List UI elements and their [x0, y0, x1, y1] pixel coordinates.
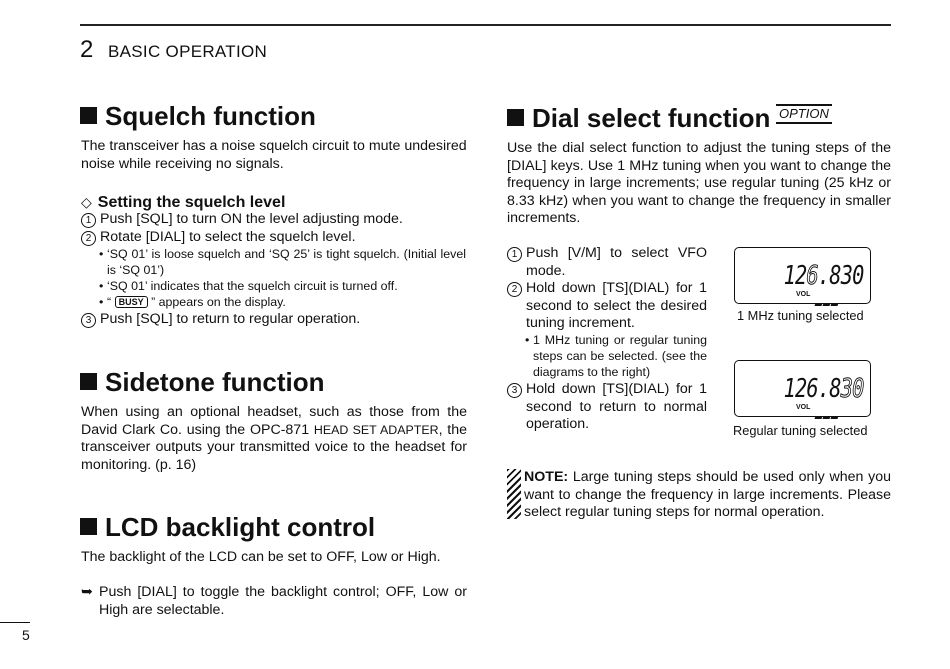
lcd-caption-1mhz: 1 MHz tuning selected [737, 308, 864, 323]
vol-label: VOL [796, 291, 811, 298]
backlight-heading: LCD backlight control [80, 512, 375, 542]
square-bullet-icon [507, 109, 524, 126]
page-number: 5 [22, 627, 30, 643]
diamond-icon: ◇ [81, 194, 92, 210]
arrow-icon: ➥ [81, 584, 93, 600]
squelch-heading: Squelch function [80, 101, 316, 131]
squelch-subheading: ◇ Setting the squelch level [81, 194, 286, 211]
sidetone-heading: Sidetone function [80, 367, 325, 397]
chapter-title: BASIC OPERATION [108, 42, 268, 61]
page-number-rule [0, 622, 30, 623]
option-tag: OPTION [776, 104, 832, 124]
lcd-display-1mhz [734, 247, 871, 304]
chapter-number: 2 [80, 36, 94, 63]
header-rule [80, 24, 891, 26]
backlight-text: The backlight of the LCD can be set to OFF, Low or High. [81, 549, 441, 565]
square-bullet-icon [80, 107, 97, 124]
vol-label: VOL [796, 404, 811, 411]
dial-intro: Use the dial select function to adjust the tuning steps of the [DIAL] keys. Use 1 MHz tuning when you want to change the frequency in large increments; use regular tuning (25 kHz or 8.33 kHz) when you want to change the frequency in smaller increments. [507, 140, 891, 227]
frequency-readout: 126.830 [783, 261, 864, 291]
squelch-intro: The transceiver has a noise squelch circuit to mute undesired noise while receiving no signals. [81, 138, 467, 172]
square-bullet-icon [80, 373, 97, 390]
volume-bars-icon [815, 406, 839, 424]
note-text: NOTE: Large tuning steps should be used only when you want to change the frequency in large increments. Please select regular tuning steps for normal operation. [524, 469, 891, 521]
note-hatch-icon [507, 469, 521, 519]
dial-heading: Dial select function [507, 103, 770, 133]
backlight-action: Push [DIAL] to toggle the backlight control; OFF, Low or High are selectable. [99, 584, 467, 618]
busy-indicator-icon: BUSY [115, 296, 148, 308]
lcd-display-regular [734, 360, 871, 417]
sidetone-text: When using an optional headset, such as those from the David Clark Co. using the OPC-871 HEAD SET ADAPTER, the transceiver outputs your transmitted voice to the headset for monitoring. (p. 16) [81, 404, 467, 473]
frequency-readout: 126.830 [783, 374, 864, 404]
lcd-caption-regular: Regular tuning selected [733, 423, 868, 438]
square-bullet-icon [80, 518, 97, 535]
